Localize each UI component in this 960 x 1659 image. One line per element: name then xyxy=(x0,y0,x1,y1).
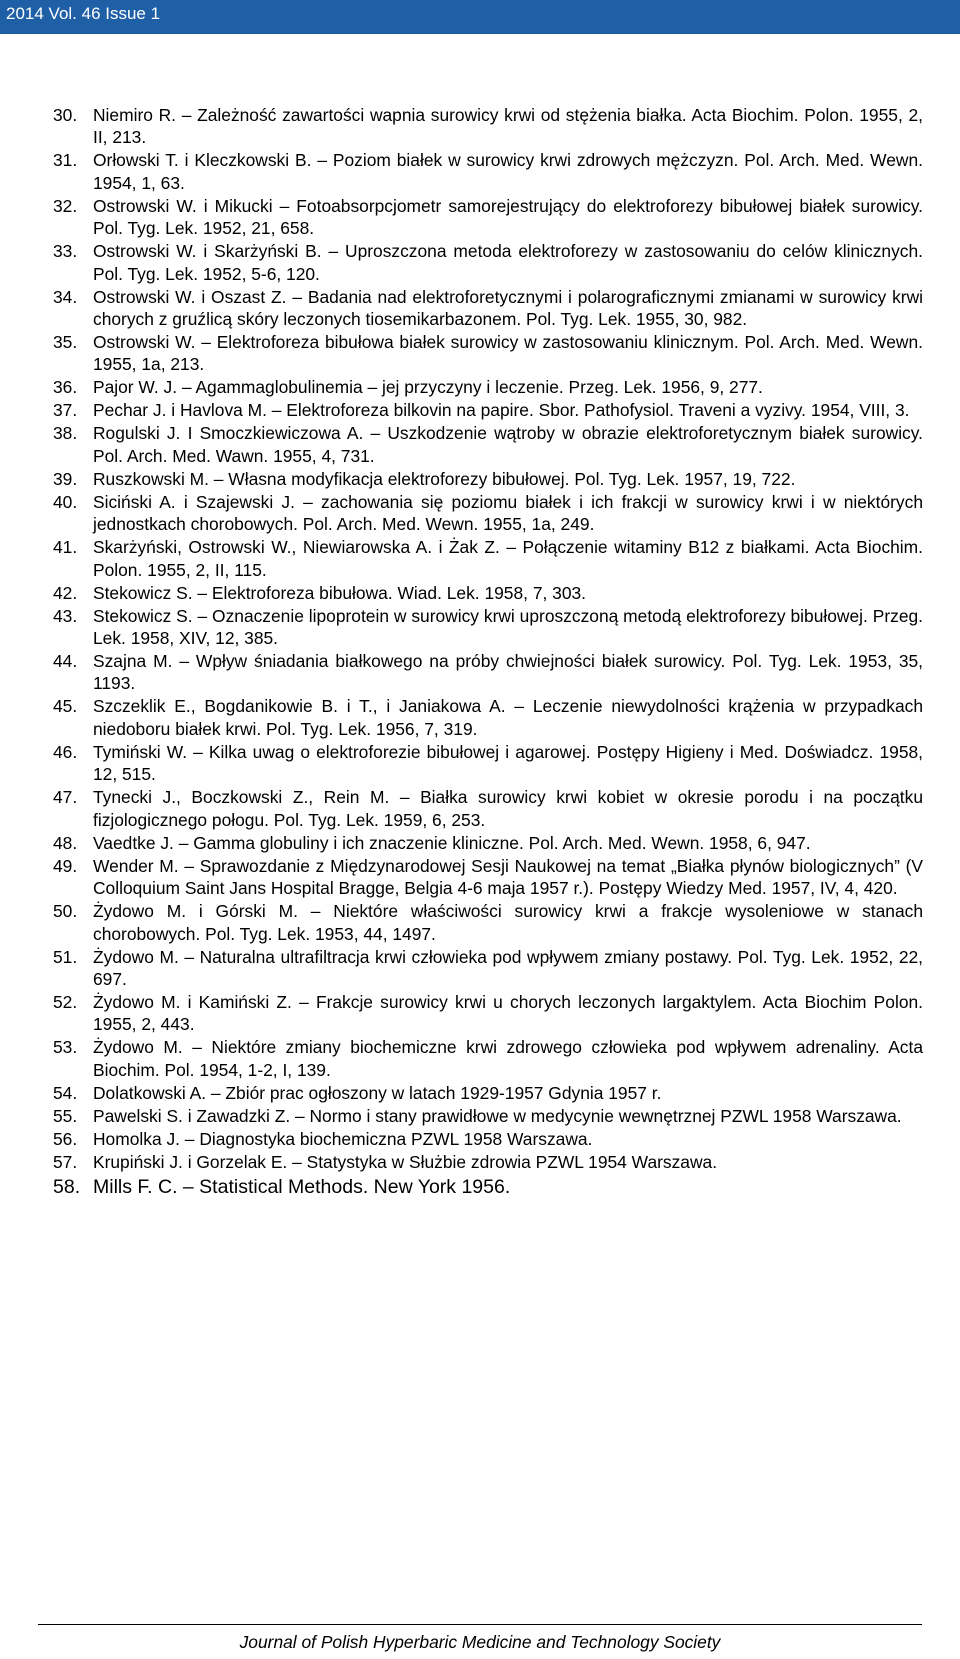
reference-text: Ostrowski W. i Mikucki – Fotoabsorpcjometr samorejestrujący do elektroforezy bibułowej białek surowicy. Pol. Tyg. Lek. 1952, 21, 658. xyxy=(93,195,923,239)
reference-text: Pajor W. J. – Agammaglobulinemia – jej przyczyny i leczenie. Przeg. Lek. 1956, 9, 277. xyxy=(93,377,763,398)
reference-text: Szczeklik E., Bogdanikowie B. i T., i Janiakowa A. – Leczenie niewydolności krążenia w przypadkach niedoboru białek krwi. Pol. Tyg. Lek. 1956, 7, 319. xyxy=(93,696,923,739)
reference-number: 49. xyxy=(53,855,78,876)
reference-item xyxy=(53,1175,923,1200)
reference-text: Szajna M. – Wpływ śniadania białkowego na próby chwiejności białek surowicy. Pol. Tyg. Lek. 1953, 35, 1193. xyxy=(93,651,923,694)
reference-text: Żydowo M. i Kamiński Z. – Frakcje surowicy krwi u chorych leczonych largaktylem. Acta Biochim Polon. 1955, 2, 443. xyxy=(93,991,923,1035)
reference-number: 47. xyxy=(53,787,78,808)
reference-number: 38. xyxy=(53,423,78,444)
issue-label: 2014 Vol. 46 Issue 1 xyxy=(6,4,161,23)
reference-text: Mills F. C. – Statistical Methods. New York 1956. xyxy=(93,1176,511,1199)
reference-item xyxy=(53,832,923,854)
reference-number: 40. xyxy=(53,491,78,512)
reference-number: 43. xyxy=(53,605,78,626)
reference-number: 48. xyxy=(53,832,78,853)
reference-text: Vaedtke J. – Gamma globuliny i ich znaczenie kliniczne. Pol. Arch. Med. Wewn. 1958, 6, 947. xyxy=(93,832,811,853)
reference-item xyxy=(53,1082,923,1104)
reference-number: 45. xyxy=(53,696,78,717)
reference-text: Stekowicz S. – Elektroforeza bibułowa. Wiad. Lek. 1958, 7, 303. xyxy=(93,582,587,603)
reference-list xyxy=(53,104,923,1201)
reference-number: 54. xyxy=(53,1082,78,1103)
reference-number: 30. xyxy=(53,105,78,125)
reference-text: Ostrowski W. i Skarżyński B. – Uproszczona metoda elektroforezy w zastosowaniu do celów klinicznych. Pol. Tyg. Lek. 1952, 5-6, 120. xyxy=(93,241,923,284)
reference-item xyxy=(53,1128,923,1150)
reference-number: 46. xyxy=(53,741,78,762)
reference-number: 41. xyxy=(53,537,78,558)
reference-item xyxy=(53,1036,923,1081)
reference-item xyxy=(53,240,923,285)
reference-item xyxy=(53,149,923,194)
reference-number: 52. xyxy=(53,991,78,1012)
reference-item xyxy=(53,1105,923,1127)
reference-text: Tymiński W. – Kilka uwag o elektroforezie bibułowej i agarowej. Postępy Higieny i Med. Doświadcz. 1958, 12, 515. xyxy=(93,741,923,785)
reference-number: 53. xyxy=(53,1037,78,1058)
reference-item xyxy=(53,399,923,421)
reference-item xyxy=(53,422,923,467)
reference-text: Żydowo M. – Niektóre zmiany biochemiczne krwi zdrowego człowieka pod wpływem adrenaliny. Acta Biochim. Pol. 1954, 1-2, I, 139. xyxy=(93,1037,923,1080)
reference-text: Niemiro R. – Zależność zawartości wapnia surowicy krwi od stężenia białka. Acta Biochim. Polon. 1955, 2, II, 213. xyxy=(93,105,923,148)
reference-text: Pechar J. i Havlova M. – Elektroforeza bilkovin na papire. Sbor. Pathofysiol. Traveni a vyzivy. 1954, VIII, 3. xyxy=(93,400,910,421)
reference-number: 42. xyxy=(53,582,78,603)
header-bar xyxy=(0,0,960,34)
reference-item xyxy=(53,786,923,831)
reference-text: Wender M. – Sprawozdanie z Międzynarodowej Sesji Naukowej na temat „Białka płynów biologicznych” (V Colloquium Saint Jans Hospital Bragge, Belgia 4-6 maja 1957 r.). Postępy Wiedzy Med. 1957, IV, 4, 420. xyxy=(93,855,923,899)
footer-divider xyxy=(38,1624,922,1625)
reference-item xyxy=(53,605,923,650)
reference-item xyxy=(53,855,923,900)
reference-text: Ruszkowski M. – Własna modyfikacja elektroforezy bibułowej. Pol. Tyg. Lek. 1957, 19, 722. xyxy=(93,468,796,489)
reference-number: 55. xyxy=(53,1105,78,1126)
reference-item xyxy=(53,695,923,740)
reference-number: 56. xyxy=(53,1128,78,1149)
reference-text: Stekowicz S. – Oznaczenie lipoprotein w surowicy krwi uproszczoną metodą elektroforezy bibułowej. Przeg. Lek. 1958, XIV, 12, 385. xyxy=(93,605,923,649)
reference-number: 33. xyxy=(53,241,78,262)
reference-item xyxy=(53,946,923,991)
reference-item xyxy=(53,104,923,149)
reference-item xyxy=(53,376,923,398)
reference-text: Żydowo M. – Naturalna ultrafiltracja krwi człowieka pod wpływem zmiany postawy. Pol. Tyg. Lek. 1952, 22, 697. xyxy=(93,946,923,989)
reference-number: 37. xyxy=(53,400,78,421)
reference-number: 51. xyxy=(53,946,78,967)
reference-text: Siciński A. i Szajewski J. – zachowania się poziomu białek i ich frakcji w surowicy krwi i w niektórych jednostkach chorobowych. Pol. Arch. Med. Wewn. 1955, 1a, 249. xyxy=(93,491,923,535)
reference-text: Pawelski S. i Zawadzki Z. – Normo i stany prawidłowe w medycynie wewnętrznej PZWL 1958 Warszawa. xyxy=(93,1105,902,1126)
reference-item xyxy=(53,468,923,490)
reference-text: Skarżyński, Ostrowski W., Niewiarowska A. i Żak Z. – Połączenie witaminy B12 z białkami. Acta Biochim. Polon. 1955, 2, II, 115. xyxy=(93,537,923,580)
reference-number: 57. xyxy=(53,1151,78,1172)
reference-item xyxy=(53,741,923,786)
reference-text: Żydowo M. i Górski M. – Niektóre właściwości surowicy krwi a frakcje wysoleniowe w stanach chorobowych. Pol. Tyg. Lek. 1953, 44, 1497. xyxy=(93,901,923,944)
reference-item xyxy=(53,900,923,945)
reference-item xyxy=(53,582,923,604)
reference-item xyxy=(53,195,923,240)
reference-item xyxy=(53,650,923,695)
reference-number: 44. xyxy=(53,651,78,672)
reference-item xyxy=(53,286,923,331)
reference-text: Krupiński J. i Gorzelak E. – Statystyka w Służbie zdrowia PZWL 1954 Warszawa. xyxy=(93,1151,718,1172)
reference-number: 50. xyxy=(53,901,78,922)
reference-text: Orłowski T. i Kleczkowski B. – Poziom białek w surowicy krwi zdrowych mężczyzn. Pol. Arch. Med. Wewn. 1954, 1, 63. xyxy=(93,150,923,193)
journal-footer: Journal of Polish Hyperbaric Medicine and Technology Society xyxy=(239,1632,721,1652)
reference-item xyxy=(53,491,923,536)
reference-number: 39. xyxy=(53,468,78,489)
reference-item xyxy=(53,1151,923,1173)
reference-number: 34. xyxy=(53,286,78,307)
reference-text: Ostrowski W. – Elektroforeza bibułowa białek surowicy w zastosowaniu klinicznym. Pol. Arch. Med. Wewn. 1955, 1a, 213. xyxy=(93,332,923,375)
reference-item xyxy=(53,536,923,581)
reference-text: Rogulski J. I Smoczkiewiczowa A. – Uszkodzenie wątroby w obrazie elektroforetycznym białek surowicy. Pol. Arch. Med. Wawn. 1955, 4, 731. xyxy=(93,423,923,466)
reference-number: 32. xyxy=(53,195,78,216)
reference-text: Ostrowski W. i Oszast Z. – Badania nad elektroforetycznymi i polarograficznymi zmianami w surowicy krwi chorych z gruźlicą skóry leczonych tiosemikarbazonem. Pol. Tyg. Lek. 1955, 30, 982. xyxy=(93,286,923,330)
reference-number: 35. xyxy=(53,332,78,353)
reference-text: Homolka J. – Diagnostyka biochemiczna PZWL 1958 Warszawa. xyxy=(93,1128,593,1149)
reference-number: 36. xyxy=(53,377,78,398)
reference-number: 58. xyxy=(53,1176,81,1199)
reference-item xyxy=(53,331,923,376)
reference-number: 31. xyxy=(53,150,78,171)
reference-text: Tynecki J., Boczkowski Z., Rein M. – Białka surowicy krwi kobiet w okresie porodu i na początku fizjologicznego połogu. Pol. Tyg. Lek. 1959, 6, 253. xyxy=(93,787,923,830)
reference-item xyxy=(53,991,923,1036)
reference-text: Dolatkowski A. – Zbiór prac ogłoszony w latach 1929-1957 Gdynia 1957 r. xyxy=(93,1082,662,1103)
